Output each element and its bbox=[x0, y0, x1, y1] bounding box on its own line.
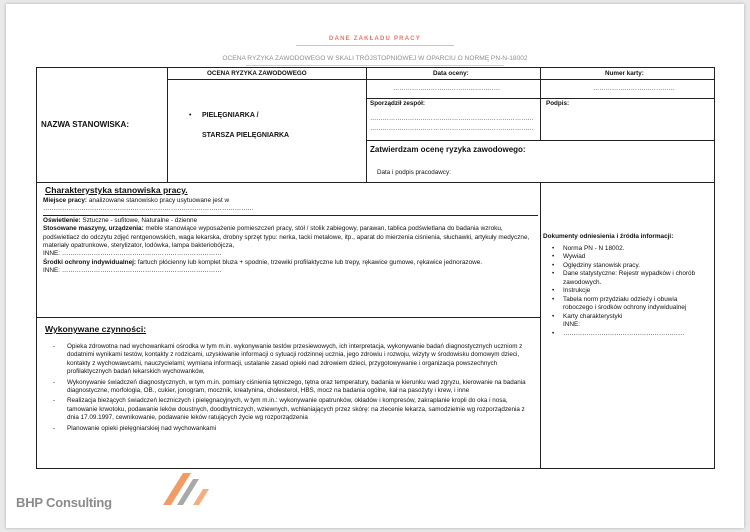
reference-item: • Instrukcje bbox=[552, 287, 591, 294]
reference-item: • Wywiad bbox=[552, 253, 586, 260]
job-title-line1: PIELĘGNIARKA / bbox=[202, 112, 259, 119]
tasks-title: Wykonywane czynności: bbox=[45, 324, 147, 334]
reference-other-label: INNE: bbox=[563, 321, 581, 328]
document-subtitle: OCENA RYZYKA ZAWODOWEGO W SKALI TRÓJSTOPNIOWEJ W OPARCIU O NORMĘ PN-N-18002 bbox=[222, 55, 528, 62]
card-number-label: Numer karty: bbox=[605, 70, 644, 77]
workplace-dots: ……………………………………………………………………………………… bbox=[43, 205, 254, 213]
grid-line bbox=[37, 317, 540, 318]
team-field-line1[interactable]: …………………………………………………………………… bbox=[370, 115, 534, 122]
characteristics-title: Charakterystyka stanowiska pracy. bbox=[45, 185, 188, 195]
workplace-label: Miejsce pracy: bbox=[43, 197, 88, 204]
machines-label: Stosowane maszyny, urządzenia: bbox=[43, 225, 144, 233]
workplace-text: analizowane stanowisko pracy usytuowane jest w bbox=[87, 197, 230, 204]
grid-line bbox=[366, 140, 714, 141]
lighting-label: Oświetlenie: bbox=[43, 216, 81, 224]
risk-assessment-table bbox=[36, 67, 715, 469]
task-item: - Planowanie opieki pielęgniarskiej nad wychowankami bbox=[53, 424, 217, 432]
company-data-underline bbox=[296, 45, 454, 46]
grid-line bbox=[540, 68, 541, 140]
reference-item: • Tabela norm przydziału odzieży i obuwia roboczego i środków ochrony indywidualnej bbox=[552, 295, 687, 311]
assessment-date-label: Data oceny: bbox=[433, 70, 469, 77]
company-logo-text: BHP Consulting bbox=[16, 495, 112, 510]
risk-assessment-header: OCENA RYZYKA ZAWODOWEGO bbox=[207, 70, 307, 77]
subtitle-underline bbox=[246, 65, 504, 66]
company-logo-icon bbox=[159, 469, 219, 507]
grid-line bbox=[37, 182, 714, 183]
document-page bbox=[6, 4, 744, 528]
reference-item: • Oględziny stanowisk pracy. bbox=[552, 261, 640, 269]
other-line-1: INNE: ………………………………………………………………… bbox=[43, 250, 222, 258]
team-label: Sporządził zespół: bbox=[370, 100, 425, 107]
grid-line bbox=[167, 79, 366, 80]
approval-heading: Zatwierdzam ocenę ryzyka zawodowego: bbox=[370, 145, 526, 154]
lighting-text: Sztuczne - sufitowe, Naturalne - dzienne bbox=[80, 216, 198, 224]
reference-item: • Norma PN - N 18002. bbox=[552, 244, 625, 252]
reference-other-item: • ………………………………………………… bbox=[552, 329, 685, 337]
reference-item: • Dane statystyczne: Rejestr wypadków i chorób zawodowych. bbox=[552, 270, 696, 286]
other-line-2: INNE: ………………………………………………………………… bbox=[43, 267, 222, 275]
signature-label: Podpis: bbox=[546, 100, 570, 107]
job-title-line2: STARSZA PIELĘGNIARKA bbox=[202, 132, 290, 139]
machines-text: meble stanowiące wyposażenie pomieszczeń pracy, stół / stolik zabiegowy, parawan, tablica podświetlana do badania wzroku, podświetlacz do odczytu zdjęć rentgenowskich, waga lekarska, drobny sprzęt typu: nerka, tacki metalowe, itp., aparat do mierzenia ciśnienia, słuchawki, artykuły medyczne, materiały opatrunkowe, sterylizator, lodówka, lampa bakteriobójcza, bbox=[43, 225, 530, 250]
job-name-label: NAZWA STANOWISKA: bbox=[41, 120, 129, 129]
employer-signature-label: Data i podpis pracodawcy: bbox=[377, 169, 451, 176]
team-field-line2[interactable]: …………………………………………………………………… bbox=[370, 125, 534, 132]
job-bullet: • bbox=[189, 112, 192, 119]
task-item: - Wykonywanie świadczeń diagnostycznych, w tym m.in. pomiary ciśnienia tętniczego, tętna oraz temperatury, badania w kierunku wad zgryzu, kierowanie na badania diagnostyczne, morfologia, OB., cukier, jonogram, mocznik, kreatynina, cholesterol, HBS, mocz na badania ogólne, kał na pasożyty i krew, i inne bbox=[53, 378, 526, 395]
tasks-list bbox=[37, 343, 532, 435]
card-number-field[interactable]: ………………………………… bbox=[593, 85, 675, 92]
reference-title: Dokumenty odniesienia i źródła informacji: bbox=[543, 233, 674, 240]
company-data-heading: DANE ZAKŁADU PRACY bbox=[329, 36, 421, 42]
task-item: - Opieka zdrowotna nad wychowankami ośrodka w tym m.in. wykonywanie testów przesiewowych, ich interpretacja, wykonywanie badań diagnostycznych uczniom z dodatnimi wynikami testów, kontakty z rodzicami, uzyskiwanie informacji o sytuacji rodzinnej ucznia, jego zdrowiu i rozwoju, wizyty w środowisku domowym dzieci, kontakty z wychowawcami, nauczycielami; wymiana informacji, ustalanie zasad opieki nad zdrowiem dzieci, przygotowywanie i organizacja powszechnych profilaktycznych badań lekarskich wychowanków, bbox=[53, 343, 523, 376]
ppe-label: Środki ochrony indywidualnej: bbox=[43, 258, 137, 266]
assessment-date-field[interactable]: …………………………………………… bbox=[393, 85, 501, 92]
reference-documents bbox=[543, 233, 703, 338]
grid-line bbox=[167, 68, 168, 182]
grid-line bbox=[540, 182, 541, 468]
ppe-text: fartuch płócienny lub komplet bluza + spodnie, trzewiki profilaktyczne lub trepy, rękawice gumowe, rękawice jednorazowe. bbox=[136, 258, 483, 266]
characteristics-body bbox=[43, 197, 538, 276]
reference-item: • Karty charakterystyki bbox=[552, 312, 623, 320]
grid-line bbox=[366, 68, 367, 182]
task-item: - Realizacja bieżących świadczeń leczniczych i pielęgnacyjnych, w tym m.in.: wykonywanie opatrunków, okładów i kompresów, zakraplanie kropli do oka i nosa, tamowanie krwotoku, podawanie leków doustnych, doodbytniczych, wziewnych, wchłaniających przez skórę: na zlecenie lekarza, samodzielnie wg rozporządzenia z dnia 17.09.1997, cewnikowanie, podawanie leków ratujących życie wg rozporządzenia bbox=[53, 397, 525, 422]
